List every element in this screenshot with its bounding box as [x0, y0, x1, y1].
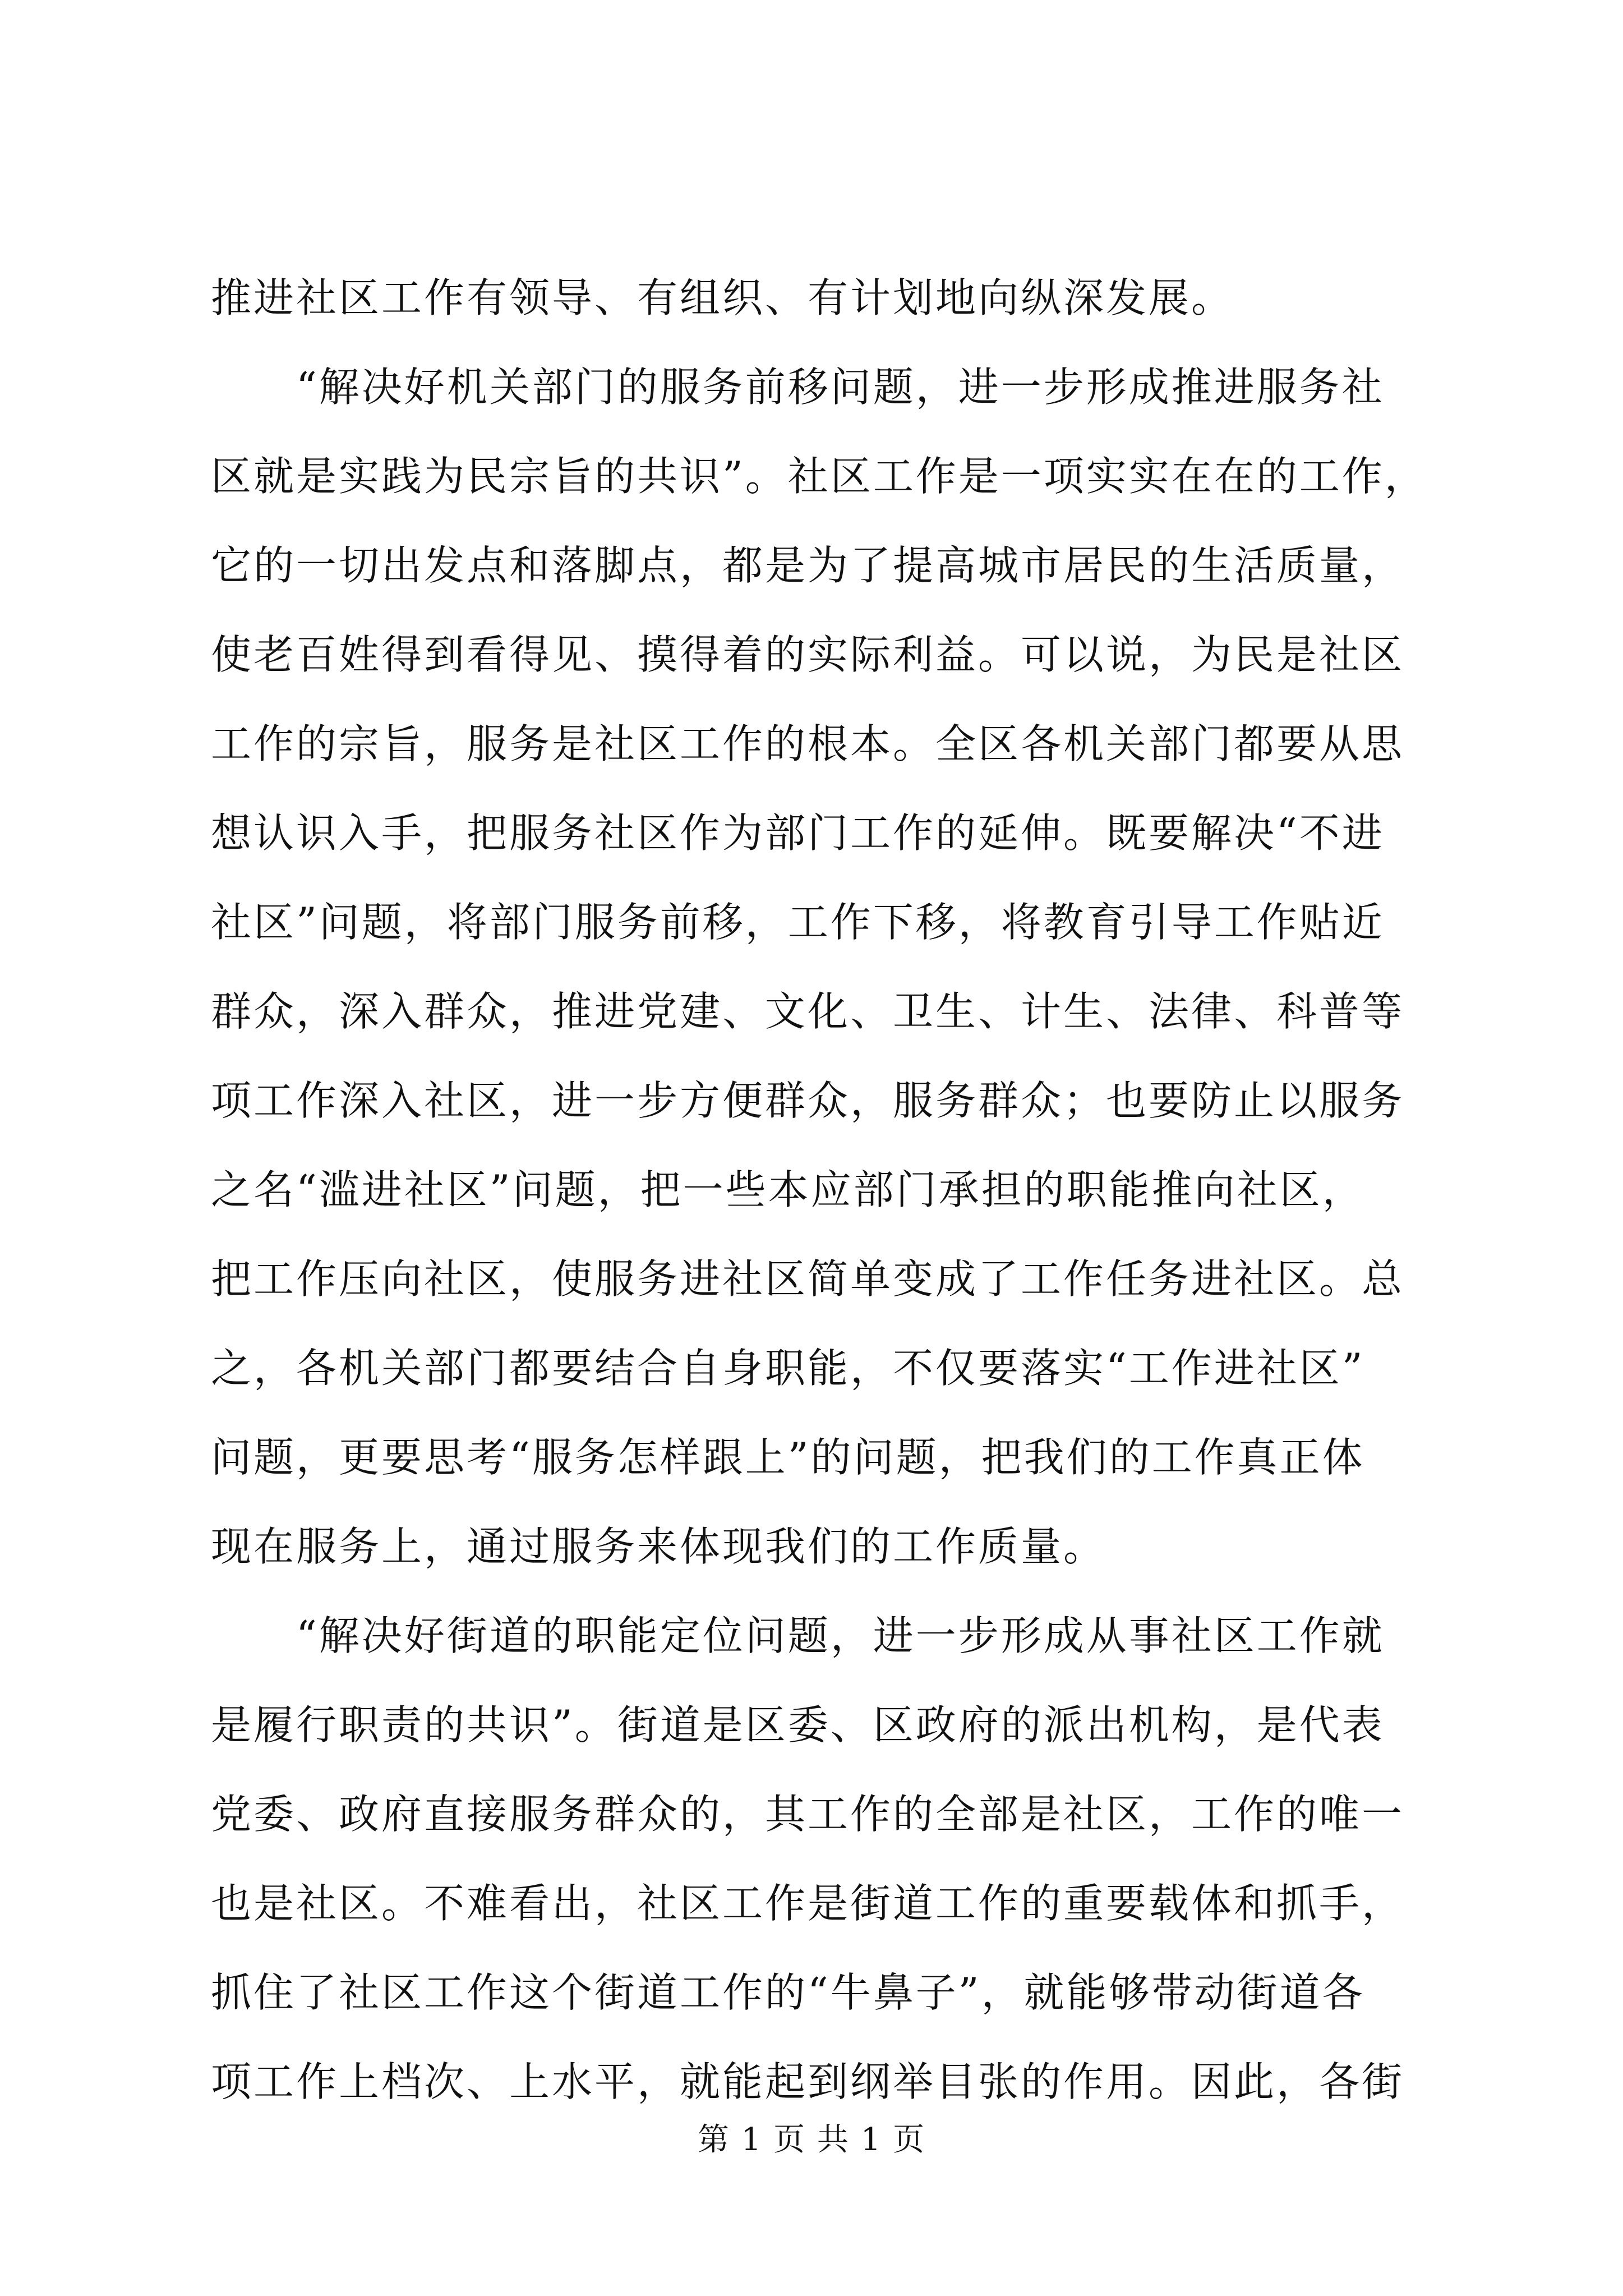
text-line: 工作的宗旨，服务是社区工作的根本。全区各机关部门都要从思 [211, 720, 1405, 767]
text-line: 推进社区工作有领导、有组织、有计划地向纵深发展。 [211, 274, 1234, 321]
text-line: 党委、政府直接服务群众的，其工作的全部是社区，工作的唯一 [211, 1791, 1405, 1838]
text-line: 之名“滥进社区”问题，把一些本应部门承担的职能推向社区， [211, 1166, 1365, 1213]
text-line: 社区”问题，将部门服务前移，工作下移，将教育引导工作贴近 [211, 899, 1385, 946]
page-footer: 第 1 页 共 1 页 [697, 2122, 926, 2158]
text-line: 抓住了社区工作这个街道工作的“牛鼻子”，就能够带动街道各 [211, 1969, 1365, 2016]
text-line: 区就是实践为民宗旨的共识”。社区工作是一项实实在在的工作， [211, 453, 1427, 500]
text-line: 想认识入手，把服务社区作为部门工作的延伸。既要解决“不进 [211, 809, 1385, 857]
document-body [211, 254, 1433, 2127]
text-line: 群众，深入群众，推进党建、文化、卫生、计生、法律、科普等 [211, 988, 1405, 1035]
text-line: 项工作上档次、上水平，就能起到纲举目张的作用。因此，各街 [211, 2058, 1405, 2105]
text-line: 项工作深入社区，进一步方便群众，服务群众；也要防止以服务 [211, 1077, 1405, 1124]
text-line: 之，各机关部门都要结合自身职能，不仅要落实“工作进社区” [211, 1345, 1365, 1392]
text-line: 它的一切出发点和落脚点，都是为了提高城市居民的生活质量， [211, 542, 1405, 589]
text-line: 是履行职责的共识”。街道是区委、区政府的派出机构，是代表 [211, 1701, 1385, 1749]
text-line: 现在服务上，通过服务来体现我们的工作质量。 [211, 1523, 1106, 1570]
text-line: 问题，更要思考“服务怎样跟上”的问题，把我们的工作真正体 [211, 1434, 1365, 1481]
text-line: 把工作压向社区，使服务进社区简单变成了工作任务进社区。总 [211, 1255, 1405, 1303]
text-line: 使老百姓得到看得见、摸得着的实际利益。可以说，为民是社区 [211, 631, 1405, 678]
text-line: “解决好街道的职能定位问题，进一步形成从事社区工作就 [211, 1612, 1385, 1659]
text-line: “解决好机关部门的服务前移问题，进一步形成推进服务社 [211, 364, 1385, 411]
text-line: 也是社区。不难看出，社区工作是街道工作的重要载体和抓手， [211, 1880, 1405, 1927]
